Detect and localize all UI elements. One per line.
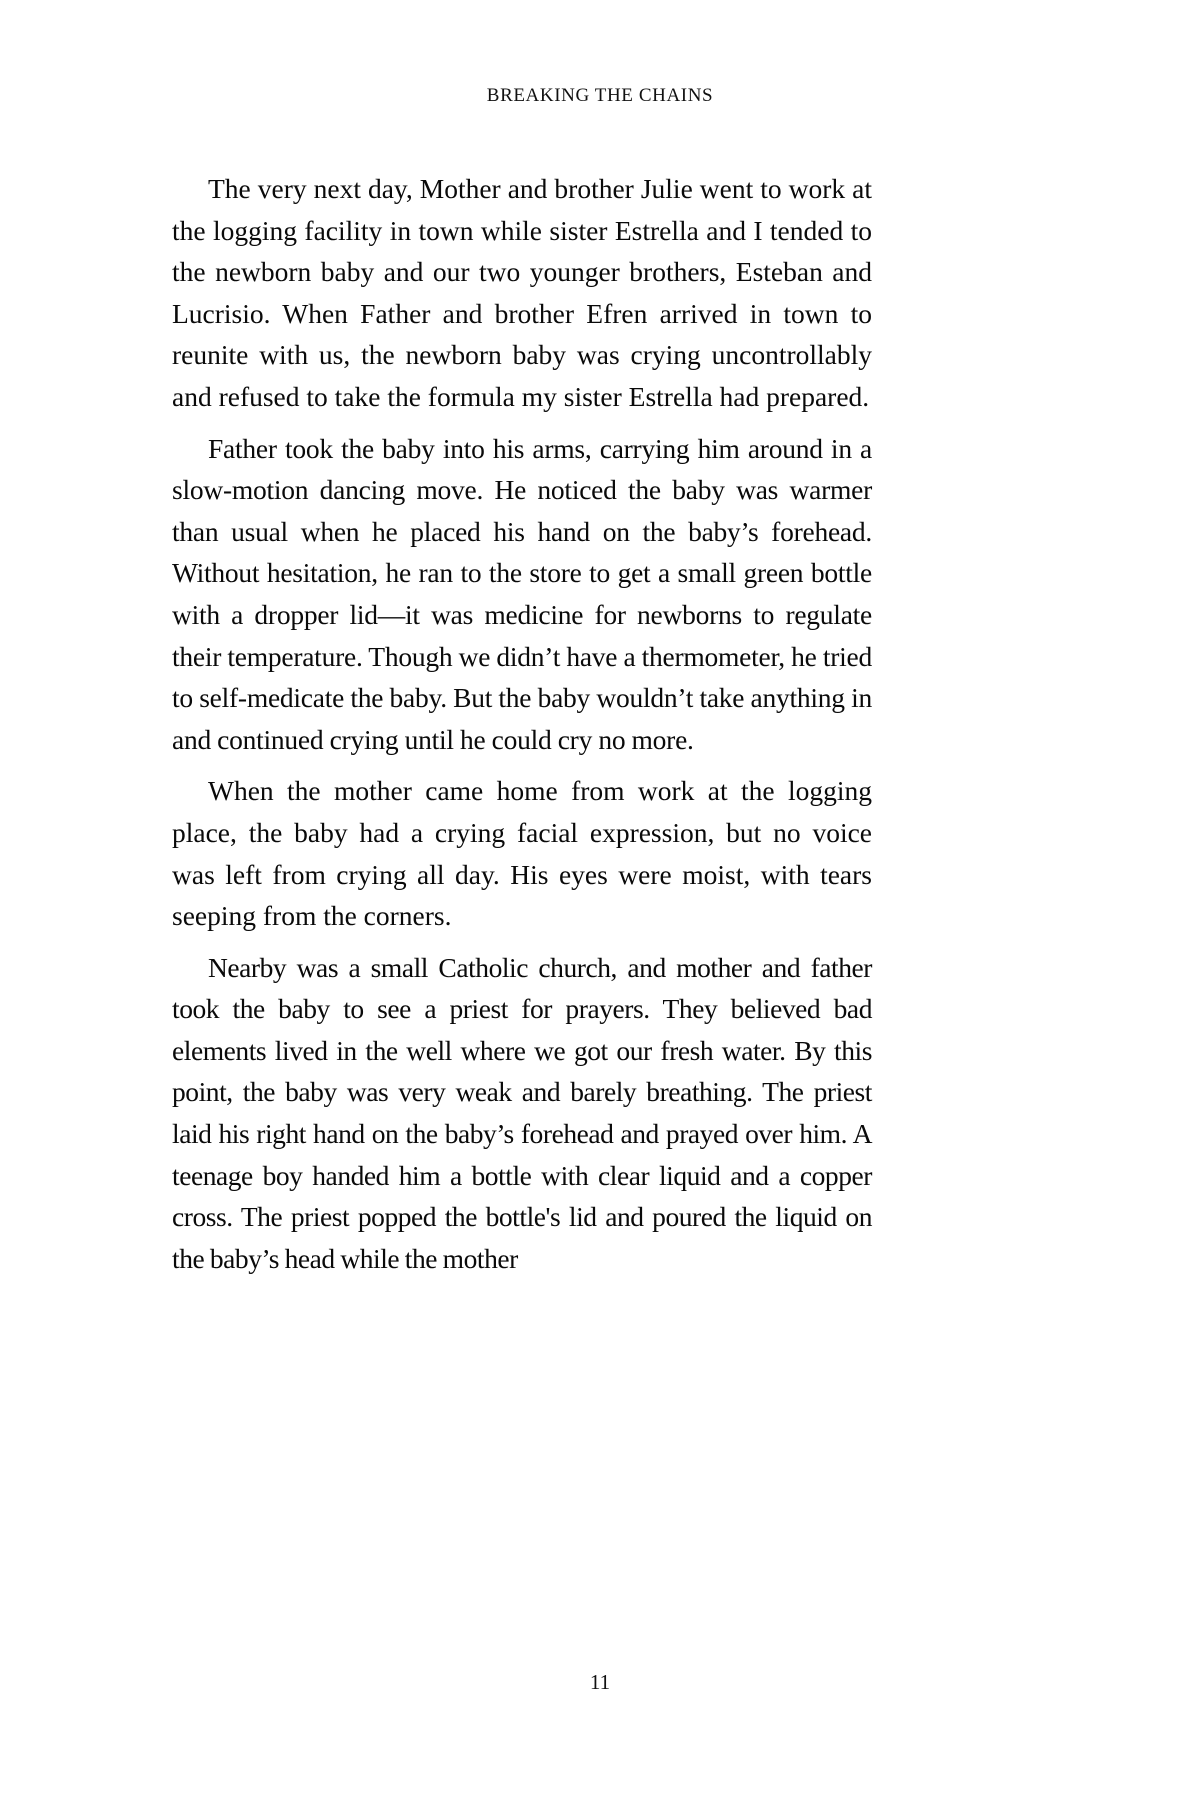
- body-text-block: [172, 168, 872, 1279]
- body-paragraph: When the mother came home from work at the logging place, the baby had a crying facial expression, but no voice was left from crying all day. His eyes were moist, with tears seeping from the corners.: [172, 775, 872, 932]
- running-header: BREAKING THE CHAINS: [486, 85, 714, 106]
- body-paragraph: Father took the baby into his arms, carrying him around in a slow-motion dancing move. He noticed the baby was warmer than usual when he placed his hand on the baby’s forehead. Without hesitation, he ran to the store to get a small green bottle with a dropper lid—it was medicine for newborns to regulate their temperature. Though we didn’t have a thermometer, he tried to self-medicate the baby. But the baby wouldn’t take anything in and continued crying until he could cry no more.: [172, 432, 872, 755]
- page-number: 11: [589, 1670, 611, 1694]
- body-paragraph: Nearby was a small Catholic church, and mother and father took the baby to see a priest for prayers. They believed bad elements lived in the well where we got our fresh water. By this point, the baby was very weak and barely breathing. The priest laid his right hand on the baby’s forehead and prayed over him. A teenage boy handed him a bottle with clear liquid and a copper cross. The priest popped the bottle's lid and poured the liquid on the baby’s head while the mother: [172, 951, 872, 1274]
- body-paragraph: The very next day, Mother and brother Julie went to work at the logging facility in town while sister Estrella and I tended to the newborn baby and our two younger brothers, Esteban and Lucrisio. When Father and brother Efren arrived in town to reunite with us, the newborn baby was crying uncontrollably and refused to take the formula my sister Estrella had prepared.: [172, 173, 872, 412]
